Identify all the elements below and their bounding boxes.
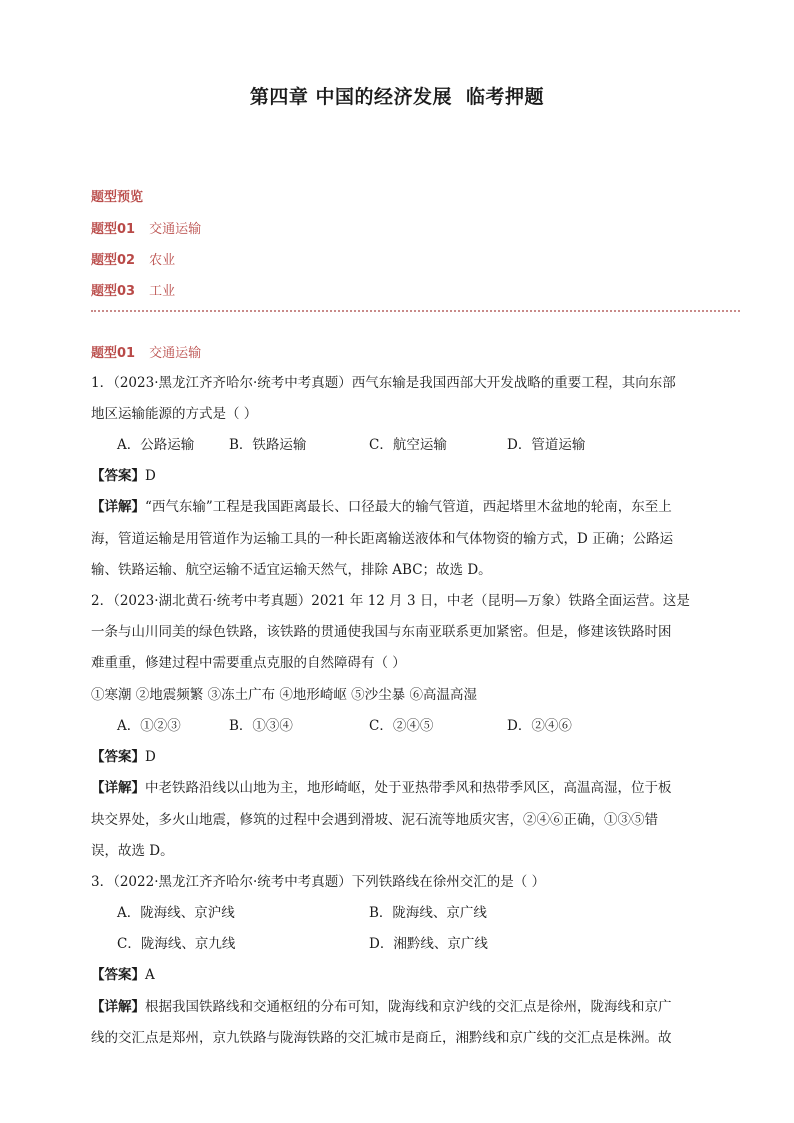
section-label: 题型01 xyxy=(91,346,136,361)
detail-text: “西气东输”工程是我国距离最长、口径最大的输气管道，西起塔里木盆地的轮南，东至上 xyxy=(145,499,672,515)
answer-tag: 【答案】 xyxy=(91,749,145,765)
question-2-option-d[interactable]: D．②④⑥ xyxy=(507,718,572,734)
overview-item-label: 题型02 xyxy=(91,253,136,268)
overview-item-label: 题型03 xyxy=(91,284,136,299)
question-1-option-d[interactable]: D．管道运输 xyxy=(507,437,586,453)
question-1-stem-line: 1．（2023·黑龙江齐齐哈尔·统考中考真题）西气东输是我国西部大开发战略的重要工程，其向东部 xyxy=(91,375,676,391)
answer-value: A xyxy=(145,967,155,983)
overview-item[interactable] xyxy=(91,249,175,268)
question-3-stem-line: 3．（2022·黑龙江齐齐哈尔·统考中考真题）下列铁路线在徐州交汇的是（ ） xyxy=(91,874,546,890)
question-3-detail-line xyxy=(91,998,672,1016)
detail-text: 中老铁路沿线以山地为主，地形崎岖，处于亚热带季风和热带季风区，高温高湿，位于板 xyxy=(145,780,672,796)
question-2-option-b[interactable]: B．①③④ xyxy=(229,718,293,734)
question-1-detail-line: 海，管道运输是用管道作为运输工具的一种长距离输送液体和气体物资的输方式，D 正确；公路运 xyxy=(91,531,674,547)
answer-tag: 【答案】 xyxy=(91,967,145,983)
question-2-detail-line xyxy=(91,779,672,797)
question-2-detail-line: 块交界处，多火山地震，修筑的过程中会遇到滑坡、泥石流等地质灾害，②④⑥正确，①③⑤错 xyxy=(91,812,658,828)
question-1-answer xyxy=(91,467,156,485)
section-heading xyxy=(91,342,201,361)
question-2-stem-line: 一条与山川同美的绿色铁路，该铁路的贯通使我国与东南亚联系更加紧密。但是，修建该铁路时困 xyxy=(91,624,672,640)
question-2-detail-line: 误，故选 D。 xyxy=(91,843,174,859)
answer-tag: 【答案】 xyxy=(91,468,145,484)
answer-value: D xyxy=(145,749,156,765)
title-main: 第四章 中国的经济发展 xyxy=(249,86,453,108)
overview-item-name: 交通运输 xyxy=(149,222,202,237)
question-2-choices: ①寒潮 ②地震频繁 ③冻土广布 ④地形崎岖 ⑤沙尘暴 ⑥高温高湿 xyxy=(91,687,477,703)
question-3-option-a[interactable]: A．陇海线、京沪线 xyxy=(117,905,235,921)
overview-item-label: 题型01 xyxy=(91,222,136,237)
question-3-answer xyxy=(91,966,155,984)
question-2-option-a[interactable]: A．①②③ xyxy=(117,718,181,734)
detail-tag: 【详解】 xyxy=(91,499,145,515)
question-3-option-d[interactable]: D．湘黔线、京广线 xyxy=(369,936,488,952)
overview-item[interactable] xyxy=(91,218,201,237)
dotted-divider xyxy=(91,310,740,312)
answer-value: D xyxy=(145,468,156,484)
overview-item-name: 工业 xyxy=(149,284,176,299)
question-1-detail-line: 输、铁路运输、航空运输不适宜运输天然气，排除 ABC；故选 D。 xyxy=(91,562,492,578)
question-2-stem-line: 2．（2023·湖北黄石·统考中考真题）2021 年 12 月 3 日，中老（昆明—万象）铁路全面运营。这是 xyxy=(91,593,690,609)
question-1-detail-line xyxy=(91,498,672,516)
question-1-option-b[interactable]: B．铁路运输 xyxy=(229,437,307,453)
page-title xyxy=(0,82,794,109)
detail-tag: 【详解】 xyxy=(91,999,145,1015)
detail-text: 根据我国铁路线和交通枢纽的分布可知，陇海线和京沪线的交汇点是徐州，陇海线和京广 xyxy=(145,999,672,1015)
question-2-answer xyxy=(91,748,156,766)
question-3-option-c[interactable]: C．陇海线、京九线 xyxy=(117,936,236,952)
question-1-stem-line: 地区运输能源的方式是（ ） xyxy=(91,406,258,422)
section-name: 交通运输 xyxy=(149,346,202,361)
overview-heading: 题型预览 xyxy=(91,190,144,205)
overview-item[interactable] xyxy=(91,280,175,299)
question-2-stem-line: 难重重，修建过程中需要重点克服的自然障碍有（ ） xyxy=(91,655,406,671)
title-sub: 临考押题 xyxy=(466,86,545,108)
question-3-option-b[interactable]: B．陇海线、京广线 xyxy=(369,905,487,921)
detail-tag: 【详解】 xyxy=(91,780,145,796)
question-2-option-c[interactable]: C．②④⑤ xyxy=(369,718,434,734)
question-1-option-a[interactable]: A．公路运输 xyxy=(117,437,195,453)
question-1-option-c[interactable]: C．航空运输 xyxy=(369,437,447,453)
question-3-detail-line: 线的交汇点是郑州，京九铁路与陇海铁路的交汇城市是商丘，湘黔线和京广线的交汇点是株洲。故 xyxy=(91,1030,672,1046)
overview-item-name: 农业 xyxy=(149,253,176,268)
